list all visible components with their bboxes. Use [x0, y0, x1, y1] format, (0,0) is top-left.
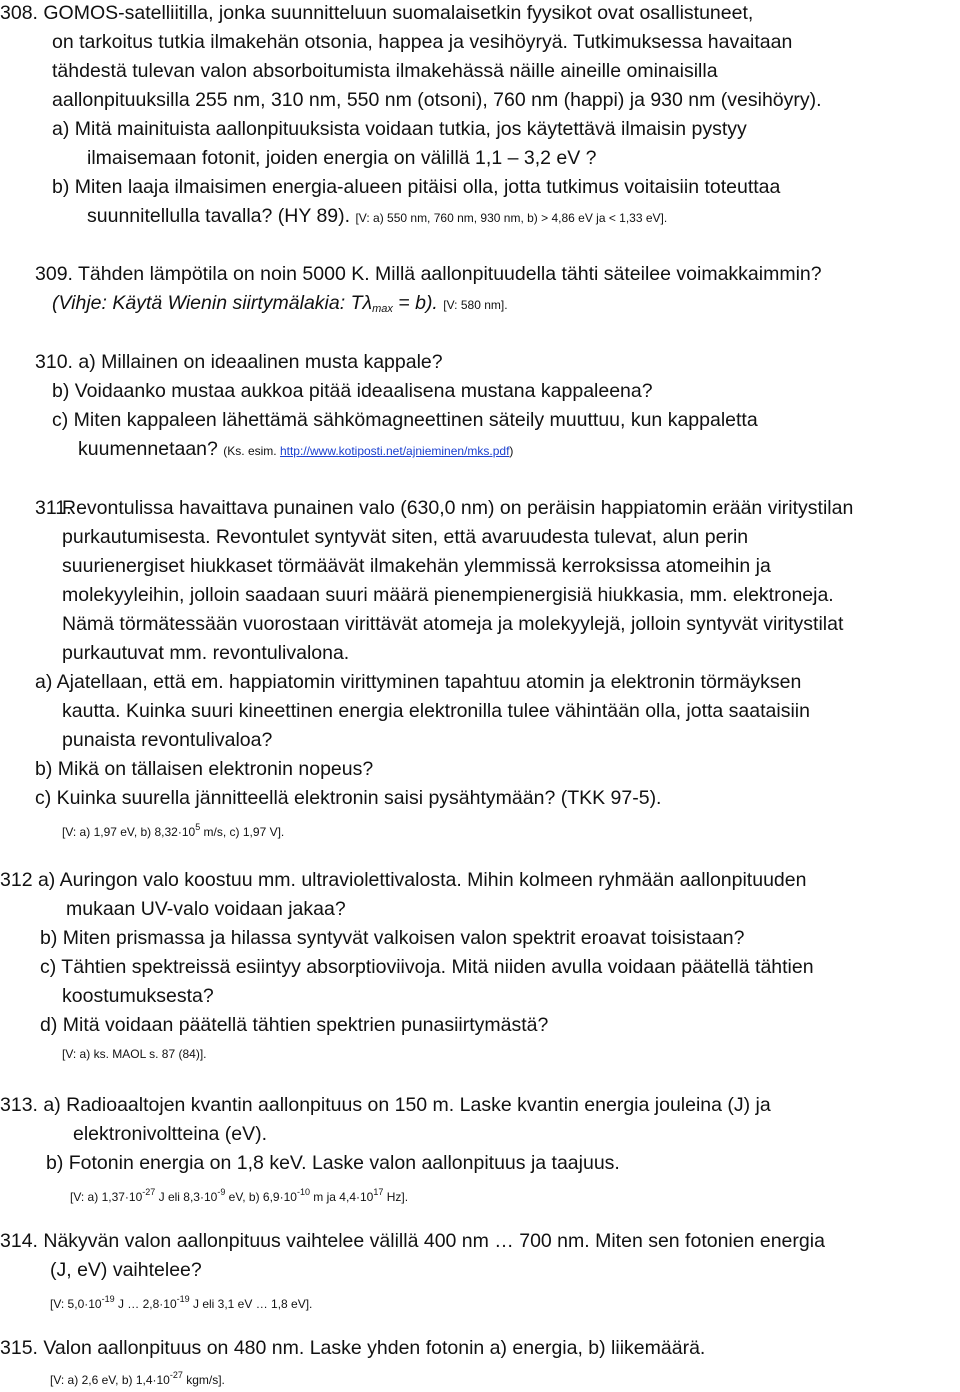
answer-text: m/s, c) 1,97 V].: [200, 825, 285, 839]
answer-exponent: -10: [296, 1187, 310, 1197]
answer-exponent: -9: [217, 1187, 226, 1197]
problem-312-answer: [V: a) ks. MAOL s. 87 (84)].: [62, 1047, 207, 1061]
reference-link[interactable]: http://www.kotiposti.net/ajnieminen/mks.pdf: [279, 444, 510, 458]
answer-exponent: 17: [373, 1187, 384, 1197]
problem-309-hint: [52, 291, 508, 321]
hint-text: (Vihje: Käytä Wienin siirtymälakia: Tλ: [52, 292, 373, 314]
answer-text: m ja 4,4·10: [309, 1190, 374, 1204]
problem-311-number: 311.: [35, 497, 72, 519]
problem-313-answer: [70, 1180, 408, 1209]
problem-308-question-b: b) Miten laaja ilmaisimen energia-alueen pitäisi olla, jotta tutkimus voitaisiin toteuttaa: [52, 176, 781, 198]
answer: [V: 580 nm].: [443, 298, 508, 312]
problem-308-question-b: [87, 204, 667, 230]
problem-308-line: 308. GOMOS-satelliitilla, jonka suunnitteluun suomalaisetkin fyysikot ovat osallistuneet,: [0, 2, 754, 24]
problem-310-question-b: b) Voidaanko mustaa aukkoa pitää ideaalisena mustana kappaleena?: [52, 380, 653, 402]
reference-text: (Ks. esim.: [223, 444, 280, 458]
answer-exponent: -19: [176, 1294, 190, 1304]
problem-311-question-a: kautta. Kuinka suuri kineettinen energia elektronilla tulee vähintään olla, jotta saataisiin: [62, 700, 810, 722]
problem-311-question-c: c) Kuinka suurella jännitteellä elektronin saisi pysähtymään? (TKK 97-5).: [35, 787, 662, 809]
answer-text: [V: a) 1,37·10: [70, 1190, 143, 1204]
problem-314-answer: [50, 1287, 312, 1316]
hint-subscript: max: [372, 303, 393, 315]
problem-315-line: 315. Valon aallonpituus on 480 nm. Laske yhden fotonin a) energia, b) liikemäärä.: [0, 1337, 706, 1359]
answer-text: [V: 5,0·10: [50, 1297, 102, 1311]
problem-312-question-b: b) Miten prismassa ja hilassa syntyvät valkoisen valon spektrit eroavat toisistaan?: [40, 927, 745, 949]
problem-314-line: 314. Näkyvän valon aallonpituus vaihtelee välillä 400 nm … 700 nm. Miten sen fotonien energia: [0, 1230, 825, 1252]
problem-308-line: on tarkoitus tutkia ilmakehän otsonia, happea ja vesihöyryä. Tutkimuksessa havaitaan: [52, 31, 793, 53]
problem-311-question-a: punaista revontulivaloa?: [62, 729, 273, 751]
answer: [V: a) 550 nm, 760 nm, 930 nm, b) > 4,86 eV ja < 1,33 eV].: [355, 211, 668, 225]
problem-312-question-a: mukaan UV-valo voidaan jakaa?: [66, 898, 346, 920]
problem-311-answer: [62, 815, 284, 844]
answer-text: J eli 3,1 eV … 1,8 eV].: [189, 1297, 313, 1311]
problem-310-question-c: c) Miten kappaleen lähettämä sähkömagneettinen säteily muuttuu, kun kappaletta: [52, 409, 758, 431]
answer-text: [V: a) 2,6 eV, b) 1,4·10: [50, 1373, 170, 1387]
problem-312-question-c: c) Tähtien spektreissä esiintyy absorptioviivoja. Mitä niiden avulla voidaan päätellä tähtien: [40, 956, 814, 978]
answer-text: kgm/s].: [182, 1373, 225, 1387]
problem-311-line: Nämä törmätessään vuorostaan virittävät atomeja ja molekyylejä, jolloin syntyvät viritystilat: [62, 613, 844, 635]
problem-312-question-a: 312 a) Auringon valo koostuu mm. ultraviolettivalosta. Mihin kolmeen ryhmään aallonpituuden: [0, 869, 807, 891]
problem-312-question-d: d) Mitä voidaan päätellä tähtien spektrien punasiirtymästä?: [40, 1014, 549, 1036]
problem-311-line: purkautumisesta. Revontulet syntyvät siten, että avaruudesta tulevat, alun perin: [62, 526, 749, 548]
reference: [223, 444, 513, 458]
problem-311-line: Revontulissa havaittava punainen valo (630,0 nm) on peräisin happiatomin erään viritystilan: [62, 497, 854, 519]
problem-308-line: tähdestä tulevan valon absorboitumista ilmakehässä näille aineille ominaisilla: [52, 60, 718, 82]
hint-text: = b).: [392, 292, 438, 314]
reference-text: ): [509, 444, 514, 458]
problem-311-question-b: b) Mikä on tällaisen elektronin nopeus?: [35, 758, 374, 780]
problem-311-question-a: a) Ajatellaan, että em. happiatomin virittyminen tapahtuu atomin ja elektronin törmäyksen: [35, 671, 802, 693]
answer-text: [V: a) 1,97 eV, b) 8,32·10: [62, 825, 196, 839]
problem-311-line: molekyyleihin, jolloin saadaan suuri määrä pienempienergisiä hiukkasia, mm. elektroneja.: [62, 584, 834, 606]
answer-exponent: -27: [169, 1370, 183, 1380]
problem-308-question-a: a) Mitä mainituista aallonpituuksista voidaan tutkia, jos käytettävä ilmaisin pystyy: [52, 118, 747, 140]
answer-exponent: 5: [195, 822, 201, 832]
problem-313-question-a: 313. a) Radioaaltojen kvantin aallonpituus on 150 m. Laske kvantin energia jouleina (J) ja: [0, 1094, 771, 1116]
answer-text: eV, b) 6,9·10: [225, 1190, 297, 1204]
problem-308-line: aallonpituuksilla 255 nm, 310 nm, 550 nm (otsoni), 760 nm (happi) ja 930 nm (vesihöyry).: [52, 89, 822, 111]
question-text: suunnitellulla tavalla? (HY 89).: [87, 205, 351, 227]
problem-312-question-c: koostumuksesta?: [62, 985, 214, 1007]
answer-exponent: -19: [101, 1294, 115, 1304]
answer-exponent: -27: [142, 1187, 156, 1197]
problem-310-question-a: 310. a) Millainen on ideaalinen musta kappale?: [35, 351, 443, 373]
problem-311-line: purkautuvat mm. revontulivalona.: [62, 642, 350, 664]
problem-310-question-c: [78, 437, 513, 463]
problem-313-question-a: elektronivoltteina (eV).: [73, 1123, 268, 1145]
problem-313-question-b: b) Fotonin energia on 1,8 keV. Laske valon aallonpituus ja taajuus.: [46, 1152, 620, 1174]
answer-text: J … 2,8·10: [114, 1297, 177, 1311]
problem-311-line: suurienergiset hiukkaset törmäävät ilmakehän ylemmissä kerroksissa atomeihin ja: [62, 555, 771, 577]
answer-text: Hz].: [383, 1190, 409, 1204]
problem-308-question-a: ilmaisemaan fotonit, joiden energia on välillä 1,1 – 3,2 eV ?: [87, 147, 597, 169]
answer-text: J eli 8,3·10: [155, 1190, 218, 1204]
question-text: kuumennetaan?: [78, 438, 218, 460]
problem-314-line: (J, eV) vaihtelee?: [50, 1259, 202, 1281]
problem-309-line: 309. Tähden lämpötila on noin 5000 K. Millä aallonpituudella tähti säteilee voimakkaimmin?: [35, 263, 822, 285]
problem-315-answer: [50, 1363, 225, 1392]
